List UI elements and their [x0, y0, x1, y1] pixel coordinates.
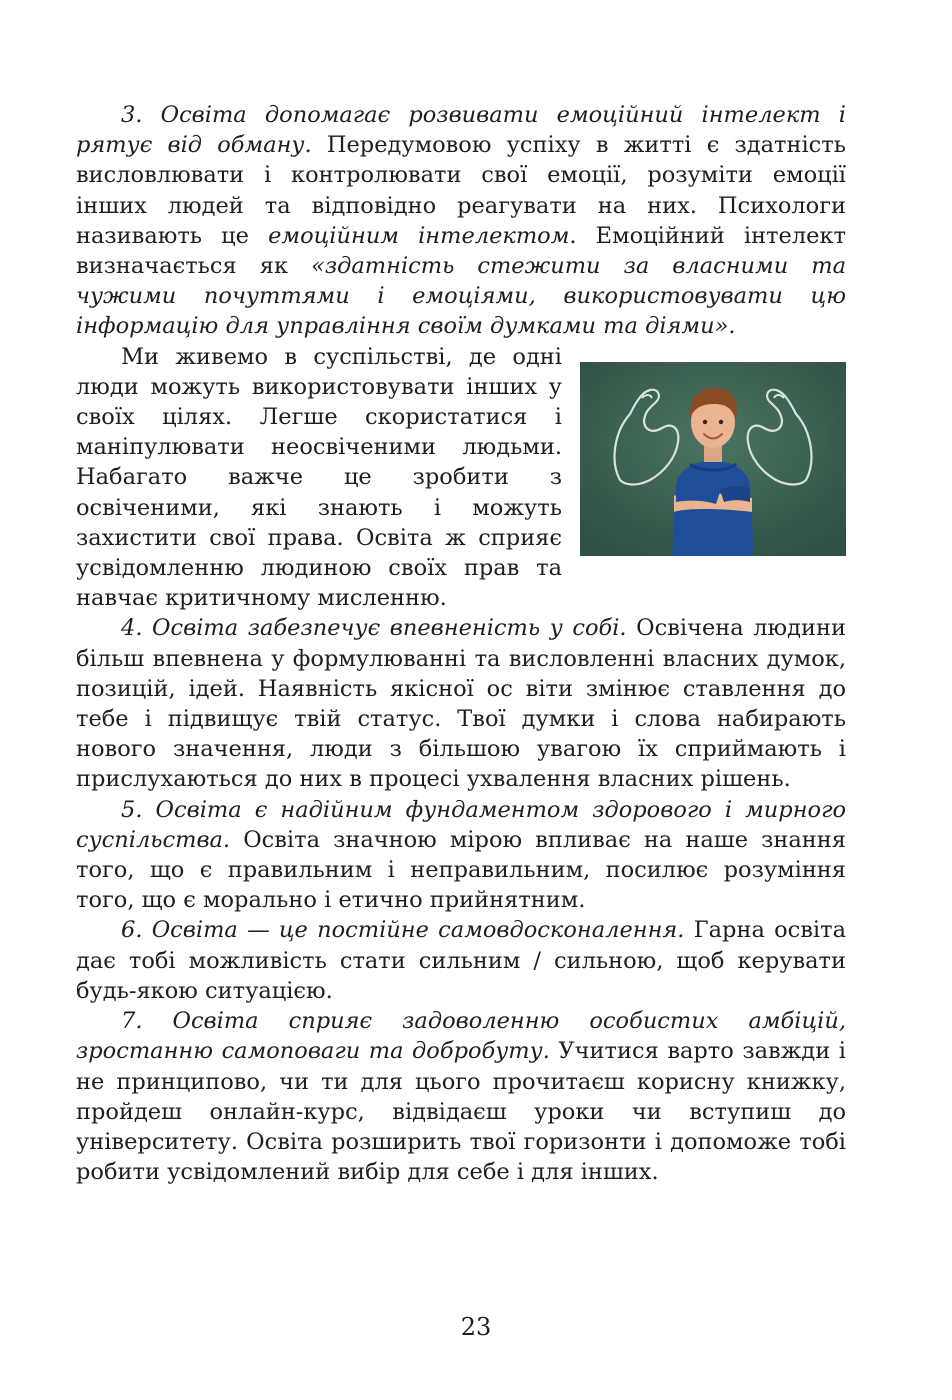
paragraph-7: [76, 1006, 846, 1187]
paragraph-4: [76, 613, 846, 794]
boy-right-eye: [719, 419, 723, 423]
paragraph-4-text: Освічена людини більш впевнена у формулюванні та висловленні власних думок, позицій, ідей. Наявність якісної ос віти змінює ставлення до тебе і підвищує твій статус. Твої думки і слова набирають нового значення, люди з більшою увагою їх сприймають і прислухаються до них в процесі ухвалення власних рішень.: [76, 615, 846, 793]
paragraph-3-text-1: Передумовою успіху в житті є здатність висловлювати і контролювати свої емоції, розуміти емоції інших людей та відповідно реагувати на них. Психологи називають це: [76, 132, 846, 249]
paragraph-6-text: Гарна освіта дає тобі можливість стати сильним / сильною, щоб керувати будь-якою ситуацією.: [76, 917, 846, 1004]
paragraph-3: [76, 100, 846, 342]
paragraph-7-text: Учитися варто завжди і не принципово, чи ти для цього прочитаєш корисну книжку, пройдеш онлайн-курс, відвідаєш уроки чи вступиш до університету. Освіта розширить твої горизонти і допоможе тобі робити усвідомлений вибір для себе і для інших.: [76, 1038, 846, 1186]
paragraph-5-text: Освіта значною мірою впливає на наше знання того, що є правильним і неправильним, посилює розуміння того, що є морально і етично прийнятним.: [76, 826, 846, 914]
paragraph-society: Ми живемо в суспільстві, де одні люди можуть використовувати інших у своїх цілях. Легше скористатися і маніпулювати неосвіченими людьми. Набагато важче це зробити з освіченими, які знають і можуть захистити свої права. Освіта ж сприяє усвідомленню людиною своїх прав та навчає критичному мисленню.: [76, 343, 562, 612]
paragraph-6-title: 6. Освіта — це постійне самовдосконалення.: [121, 917, 685, 944]
page-content: [76, 100, 846, 1187]
paragraph-3-quote: «здатність стежити за власними та чужими почуттями і емоціями, використовувати цю інформацію для управління своїм думками та діями».: [76, 253, 846, 340]
paragraph-3-title: 3. Освіта допомагає розвивати емоційний інтелект і рятує від обману.: [76, 102, 846, 159]
paragraph-5: [76, 795, 846, 916]
boy-illustration-svg: [580, 362, 846, 556]
illustration-boy-flexing-chalk-arms: [580, 362, 846, 556]
page-number: 23: [460, 1313, 492, 1341]
paragraph-3-term: емоційним інтелектом.: [268, 222, 577, 249]
paragraph-5-title: 5. Освіта є надійним фундаментом здорового і мирного суспільства.: [76, 796, 846, 853]
paragraph-4-title: 4. Освіта забезпечує впевненість у собі.: [121, 615, 627, 642]
paragraph-3-text-2: Емоційний інтелект визначається як: [76, 222, 846, 280]
boy-left-eye: [703, 419, 707, 423]
paragraph-6: [76, 915, 846, 1006]
paragraph-7-title: 7. Освіта сприяє задоволенню особистих амбіцій, зростанню самоповаги та добробуту.: [76, 1008, 846, 1065]
